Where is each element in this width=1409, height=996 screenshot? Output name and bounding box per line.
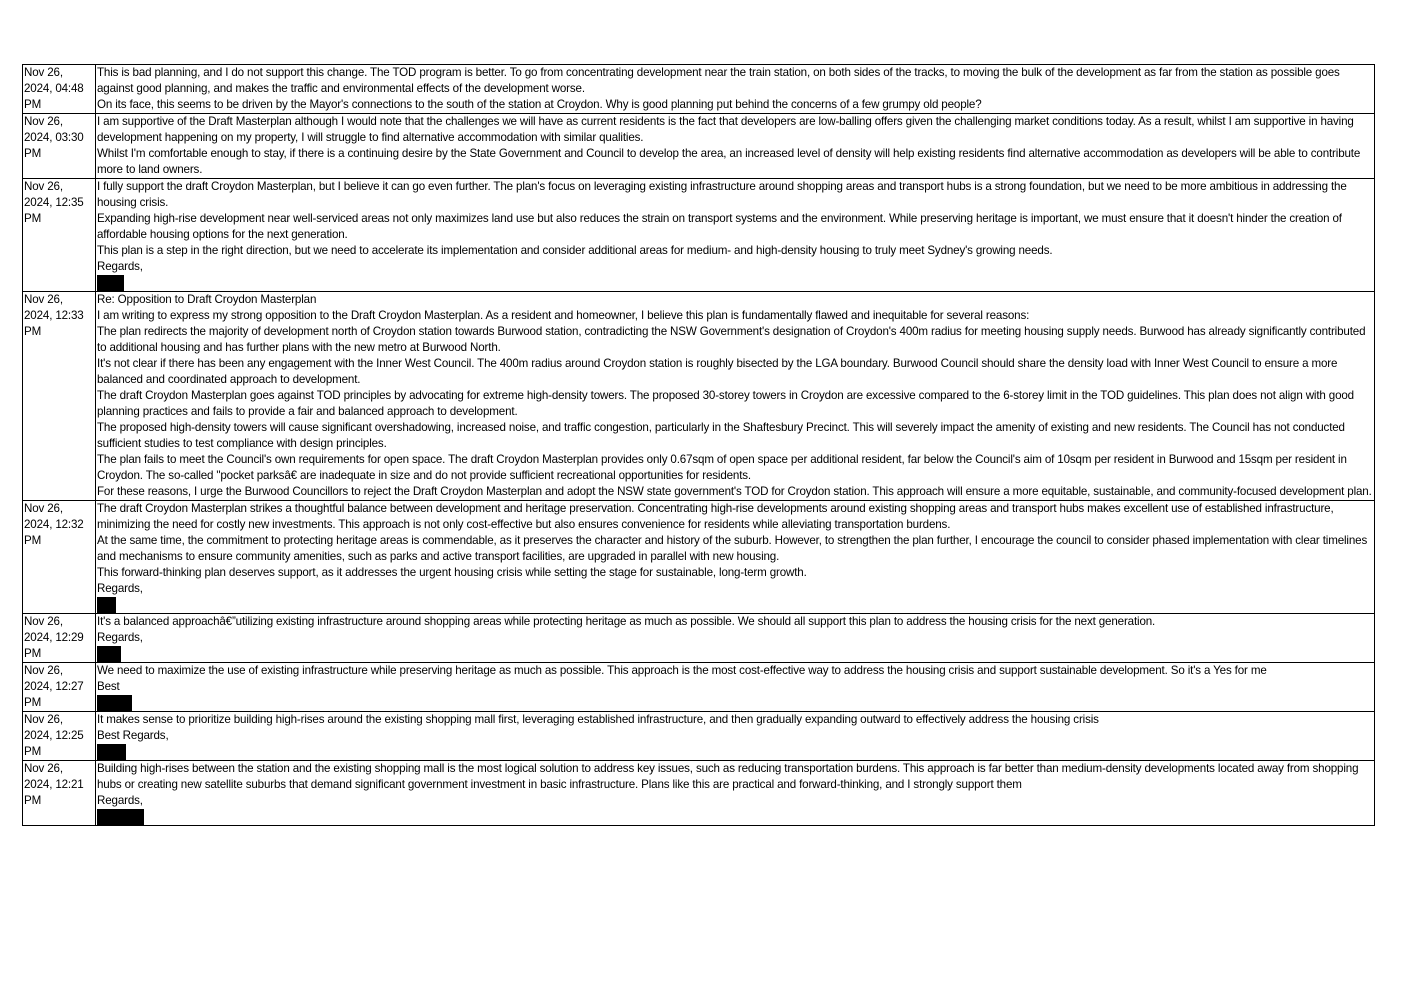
submission-date: [23, 114, 96, 179]
submission-date: [23, 292, 96, 501]
submission-paragraph: Building high-rises between the station and the existing shopping mall is the most logical solution to address key issues, such as reducing transportation burdens. This approach is far better than medium-density developments located away from shopping hubs or creating new satellite suburbs that demand significant government investment in basic infrastructure. Plans like this are practical and forward-thinking, and I strongly support them: [97, 762, 1359, 791]
submission-row: [23, 292, 1375, 501]
redacted-name: [97, 695, 132, 711]
submission-row: [23, 65, 1375, 114]
date-line: PM: [24, 212, 42, 225]
submission-text: [96, 761, 1375, 826]
date-line: 2024, 12:32: [24, 518, 84, 531]
submission-paragraph: The proposed high-density towers will cause significant overshadowing, increased noise, and traffic congestion, particularly in the Shaftesbury Precinct. This will severely impact the amenity of existing and new residents. The Council has not conducted sufficient studies to test compliance with design principles.: [97, 421, 1345, 450]
submission-paragraph: At the same time, the commitment to protecting heritage areas is commendable, as it preserves the character and history of the suburb. However, to strengthen the plan further, I encourage the council to consider phased implementation with clear timelines and mechanisms to ensure community amenities, such as parks and active transport facilities, are upgraded in parallel with new housing.: [97, 534, 1368, 563]
submissions-table: [22, 64, 1375, 826]
submission-paragraph: This is bad planning, and I do not support this change. The TOD program is better. To go from concentrating development near the train station, on both sides of the tracks, to moving the bulk of the development as far from the station as possible goes against good planning, and makes the traffic and environmental effects of the development worse.: [97, 66, 1340, 95]
date-line: Nov 26,: [24, 615, 63, 628]
submission-paragraph: It's a balanced approachâ€”utilizing existing infrastructure around shopping areas while protecting heritage as much as possible. We should all support this plan to address the housing crisis for the next generation.: [97, 615, 1156, 628]
submission-paragraph: Regards,: [97, 260, 143, 273]
date-line: PM: [24, 696, 42, 709]
submission-paragraph: The draft Croydon Masterplan goes against TOD principles by advocating for extreme high-density towers. The proposed 30-storey towers in Croydon are excessive compared to the 6-storey limit in the TOD guidelines. This plan does not align with good planning practices and fails to provide a fair and balanced approach to development.: [97, 389, 1354, 418]
submission-paragraph: It makes sense to prioritize building high-rises around the existing shopping mall first, leveraging established infrastructure, and then gradually expanding outward to effectively address the housing crisis: [97, 713, 1099, 726]
submission-text: [96, 614, 1375, 663]
date-line: Nov 26,: [24, 502, 63, 515]
submission-paragraph: We need to maximize the use of existing infrastructure while preserving heritage as much as possible. This approach is the most cost-effective way to address the housing crisis and support sustainable development. So it's a Yes for me: [97, 664, 1267, 677]
date-line: PM: [24, 534, 42, 547]
submission-paragraph: Whilst I'm comfortable enough to stay, if there is a continuing desire by the State Government and Council to develop the area, an increased level of density will help existing residents find alternative accommodation as developers will be able to contribute more to land owners.: [97, 147, 1361, 176]
submission-paragraph: I am supportive of the Draft Masterplan although I would note that the challenges we will have as current residents is the fact that developers are low-balling offers given the challenging market conditions today. As a result, whilst I am supportive in having development happening on my property, I will struggle to find alternative accommodation with similar qualities.: [97, 115, 1354, 144]
submission-text: [96, 179, 1375, 292]
redacted-name: [97, 646, 121, 662]
submission-paragraph: The draft Croydon Masterplan strikes a thoughtful balance between development and heritage preservation. Concentrating high-rise developments around existing shopping areas and transport hubs makes excellent use of established infrastructure, minimizing the need for costly new investments. This approach is not only cost-effective but also ensures convenience for residents while alleviating transportation burdens.: [97, 502, 1334, 531]
submission-paragraph: For these reasons, I urge the Burwood Councillors to reject the Draft Croydon Masterplan and adopt the NSW state government's TOD for Croydon station. This approach will ensure a more equitable, sustainable, and community-focused development plan.: [97, 485, 1372, 498]
date-line: 2024, 03:30: [24, 131, 84, 144]
submission-paragraph: The plan fails to meet the Council's own requirements for open space. The draft Croydon Masterplan provides only 0.67sqm of open space per additional resident, far below the Council's aim of 10sqm per resident in Burwood and 15sqm per resident in Croydon. The so-called "pocket parksâ€ are inadequate in size and do not provide sufficient recreational opportunities for residents.: [97, 453, 1347, 482]
submission-paragraph: Expanding high-rise development near well-serviced areas not only maximizes land use but also reduces the strain on transport systems and the environment. While preserving heritage is important, we must ensure that it doesn't hinder the creation of affordable housing options for the next generation.: [97, 212, 1342, 241]
date-line: PM: [24, 98, 42, 111]
date-line: 2024, 12:21: [24, 778, 84, 791]
submission-date: [23, 663, 96, 712]
submission-paragraph: Best: [97, 680, 120, 693]
date-line: Nov 26,: [24, 762, 63, 775]
submission-row: [23, 663, 1375, 712]
date-line: Nov 26,: [24, 180, 63, 193]
submission-text: [96, 292, 1375, 501]
submission-paragraph: It's not clear if there has been any engagement with the Inner West Council. The 400m radius around Croydon station is roughly bisected by the LGA boundary. Burwood Council should share the density load with Inner West Council to ensure a more balanced and coordinated approach to development.: [97, 357, 1338, 386]
submission-date: [23, 65, 96, 114]
redacted-name: [97, 275, 124, 291]
submission-text: [96, 663, 1375, 712]
date-line: Nov 26,: [24, 115, 63, 128]
date-line: PM: [24, 325, 42, 338]
submission-paragraph: Re: Opposition to Draft Croydon Masterplan: [97, 293, 317, 306]
date-line: 2024, 12:33: [24, 309, 84, 322]
date-line: 2024, 12:35: [24, 196, 84, 209]
submission-paragraph: I am writing to express my strong opposition to the Draft Croydon Masterplan. As a resident and homeowner, I believe this plan is fundamentally flawed and inequitable for several reasons:: [97, 309, 1030, 322]
submission-text: [96, 114, 1375, 179]
date-line: 2024, 12:27: [24, 680, 84, 693]
date-line: PM: [24, 745, 42, 758]
date-line: PM: [24, 147, 42, 160]
submission-row: [23, 179, 1375, 292]
submission-paragraph: This plan is a step in the right direction, but we need to accelerate its implementation and consider additional areas for medium- and high-density housing to truly meet Sydney's growing needs.: [97, 244, 1053, 257]
submission-text: [96, 712, 1375, 761]
date-line: Nov 26,: [24, 66, 63, 79]
submission-text: [96, 65, 1375, 114]
submission-row: [23, 114, 1375, 179]
date-line: PM: [24, 647, 42, 660]
submission-row: [23, 761, 1375, 826]
date-line: 2024, 12:25: [24, 729, 84, 742]
submission-paragraph: This forward-thinking plan deserves support, as it addresses the urgent housing crisis while setting the stage for sustainable, long-term growth.: [97, 566, 807, 579]
date-line: 2024, 04:48: [24, 82, 84, 95]
submission-date: [23, 712, 96, 761]
date-line: Nov 26,: [24, 713, 63, 726]
redacted-name: [97, 809, 144, 825]
submission-date: [23, 761, 96, 826]
date-line: Nov 26,: [24, 664, 63, 677]
submission-row: [23, 614, 1375, 663]
submission-text: [96, 501, 1375, 614]
submission-row: [23, 712, 1375, 761]
submission-row: [23, 501, 1375, 614]
submission-paragraph: Regards,: [97, 582, 143, 595]
submission-paragraph: The plan redirects the majority of development north of Croydon station towards Burwood station, contradicting the NSW Government's designation of Croydon's 400m radius for meeting housing supply needs. Burwood has already significantly contributed to additional housing and has further plans with the new metro at Burwood North.: [97, 325, 1366, 354]
submission-paragraph: Best Regards,: [97, 729, 169, 742]
redacted-name: [97, 744, 126, 760]
submission-date: [23, 614, 96, 663]
submissions-table-body: [23, 65, 1375, 826]
submission-paragraph: I fully support the draft Croydon Masterplan, but I believe it can go even further. The plan's focus on leveraging existing infrastructure around shopping areas and transport hubs is a strong foundation, but we need to be more ambitious in addressing the housing crisis.: [97, 180, 1347, 209]
date-line: 2024, 12:29: [24, 631, 84, 644]
date-line: PM: [24, 794, 42, 807]
submission-paragraph: Regards,: [97, 631, 143, 644]
redacted-name: [97, 597, 116, 613]
submission-date: [23, 179, 96, 292]
date-line: Nov 26,: [24, 293, 63, 306]
submission-paragraph: Regards,: [97, 794, 143, 807]
submission-paragraph: On its face, this seems to be driven by the Mayor's connections to the south of the station at Croydon. Why is good planning put behind the concerns of a few grumpy old people?: [97, 98, 982, 111]
submission-date: [23, 501, 96, 614]
